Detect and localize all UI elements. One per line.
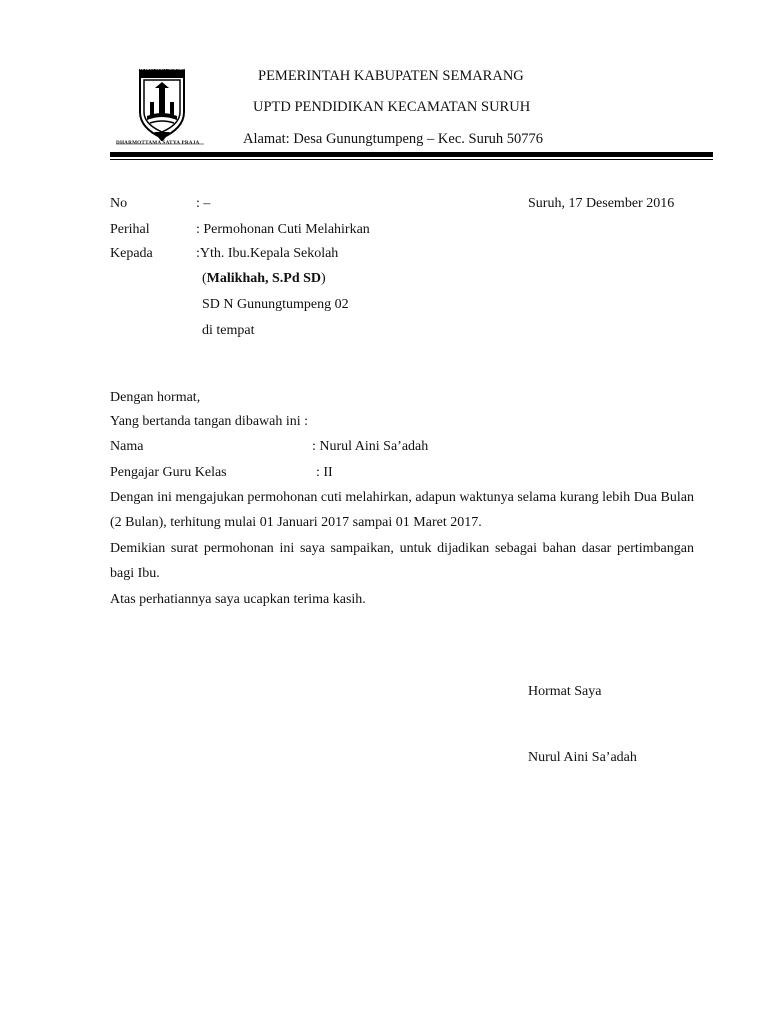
no-value: : –	[196, 196, 211, 211]
nama-label: Nama	[110, 439, 144, 454]
perihal-label: Perihal	[110, 222, 150, 237]
signature-salutation: Hormat Saya	[528, 684, 602, 699]
logo-motto: DHARMOTTAMA SATYA PRAJA	[116, 140, 200, 146]
no-label: No	[110, 196, 128, 211]
thanks-line: Atas perhatiannya saya ucapkan terima kasih.	[110, 592, 366, 607]
recipient-paren-close: )	[321, 271, 326, 286]
jabatan-value: : II	[316, 465, 333, 480]
recipient-school: SD N Gunungtumpeng 02	[202, 297, 349, 312]
nama-value: : Nurul Aini Sa’adah	[312, 439, 429, 454]
request-paragraph: Dengan ini mengajukan permohonan cuti melahirkan, adapun waktunya selama kurang lebih Dua Bulan (2 Bulan), terhitung mulai 01 Januari 2017 sampai 01 Maret 2017.	[110, 490, 694, 530]
closing-paragraph: Demikian surat permohonan ini saya sampaikan, untuk dijadikan sebagai bahan dasar pertimbangan bagi Ibu.	[110, 541, 694, 581]
letterhead-address: Alamat: Desa Gunungtumpeng – Kec. Suruh 50776	[243, 131, 544, 147]
letterhead-agency: UPTD PENDIDIKAN KECAMATAN SURUH	[253, 99, 531, 115]
signature-name: Nurul Aini Sa’adah	[528, 750, 637, 765]
intro-line: Yang bertanda tangan dibawah ini :	[110, 414, 309, 429]
letterhead-divider-thick	[110, 152, 713, 157]
perihal-value: : Permohonan Cuti Melahirkan	[196, 222, 370, 237]
logo-top-text: KABUPATEN SEMARANG	[140, 66, 193, 71]
letter-date: Suruh, 17 Desember 2016	[528, 196, 675, 211]
recipient-name-line	[202, 271, 326, 287]
recipient-name: Malikhah, S.Pd SD	[206, 271, 322, 286]
recipient-paren-open: (	[202, 271, 207, 286]
kepada-value: :Yth. Ibu.Kepala Sekolah	[196, 246, 339, 261]
letterhead-divider-thin	[110, 159, 713, 160]
letterhead-government: PEMERINTAH KABUPATEN SEMARANG	[258, 68, 524, 84]
recipient-place: di tempat	[202, 323, 255, 338]
kepada-label: Kepada	[110, 246, 153, 261]
greeting: Dengan hormat,	[110, 390, 201, 405]
jabatan-label: Pengajar Guru Kelas	[110, 465, 227, 480]
